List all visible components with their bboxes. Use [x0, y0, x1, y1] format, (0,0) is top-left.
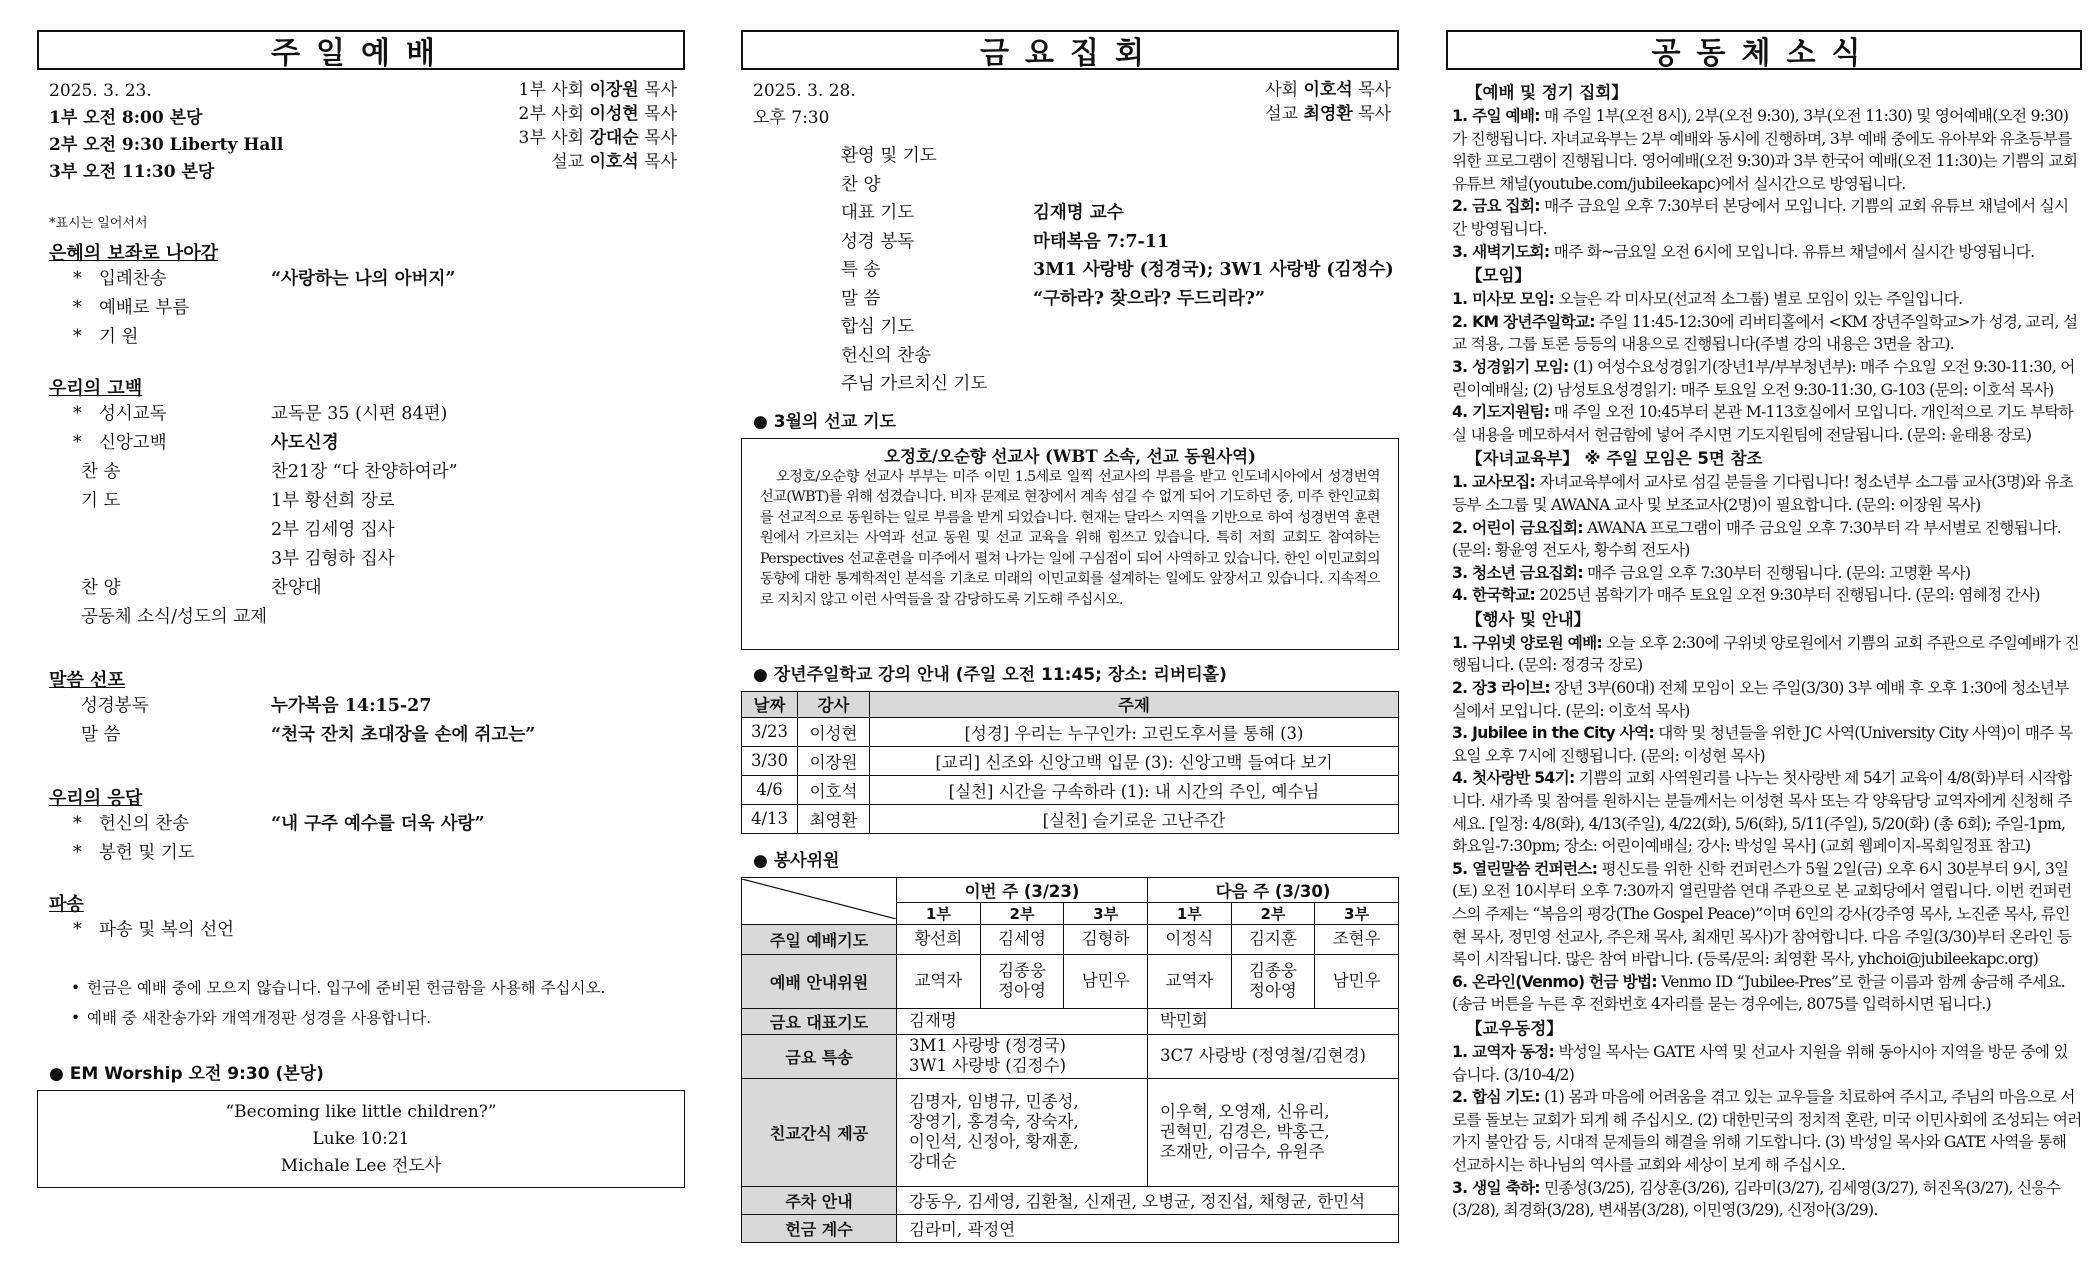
lecture-col-header: 강사: [798, 691, 870, 717]
lecture-heading: ● 장년주일학교 강의 안내 (주일 오전 11:45; 장소: 리버티홀): [753, 664, 1227, 685]
mission-body: 오정호/오순향 선교사 부부는 미주 이민 1.5세로 일찍 선교사의 부름을 받고 인도네시아에서 성경번역 선교(WBT)를 위해 섬겼습니다. 비자 문제로 현장에서 계속 섬길 수 없게 되어 기도하던 중, 미주 한인교회를 선교적으로 동원하는 일로 부름을 받게 되었습니다. 현재는 달라스 지역을 기반으로 하여 성경번역 훈련원에서 가르치는 사역과 선교 동원 및 선교 교육을 위해 힘쓰고 있습니다. 특히 저희 교회도 참여하는 Perspectives 선교훈련을 미주에서 펼쳐 나가는 일에 구심점이 되어 사역하고 있습니다. 한인 이민교회의 동향에 대한 통계학적인 분석을 기초로 미래의 이민교회를 설계하는 일에도 앞장서고 있습니다. 지속적으로 지치지 않고 이런 사역들을 잘 감당하도록 기도해 주십시오.: [760, 468, 1380, 609]
item-label: 합심 기도: [841, 317, 915, 337]
worship-item: [49, 916, 685, 945]
lecture-col-header: 날짜: [742, 691, 798, 717]
volunteer-cell: 교역자: [1147, 954, 1231, 1008]
news-item-key: 1. 미사모 모임:: [1452, 290, 1555, 309]
news-item-key: 2. 어린이 금요집회:: [1452, 518, 1583, 537]
item-label: 봉헌 및 기도: [99, 843, 195, 863]
volunteers-week-row: [742, 877, 1399, 902]
lecture-cell: 이성현: [798, 717, 870, 746]
news-item-text: 장년 3부(60대) 전체 모임이 오는 주일(3/30) 3부 예배 후 오후 1:30에 청소년부실에서 모입니다. (문의: 이호석 목사): [1452, 679, 2069, 720]
stand-mark: *: [73, 843, 82, 863]
news-item-text: (1) 몸과 마음에 어려움을 겪고 있는 교우들을 치료하여 주시고, 주님의 마음으로 서로를 돌보는 교회가 되게 해 주십시오. (2) 대한민국의 정치적 혼란, 미국 이민사회에 조성되는 여러 가지 불안감 등, 시대적 문제들의 해결을 위해 기도합니다. (3) 박성일 목사와 GATE 사역을 통해 선교하시는 하나님의 역사를 교회와 세상이 보게 해 주십시오.: [1452, 1088, 2082, 1174]
item-value: 2부 김세영 집사: [271, 520, 395, 540]
news-item: [1452, 677, 2082, 722]
stand-mark: *: [73, 404, 82, 424]
volunteer-role: 헌금 계수: [742, 1214, 897, 1242]
item-value: 마태복음 7:7-11: [1033, 231, 1170, 252]
stand-mark: *: [73, 298, 82, 318]
friday-item: [741, 342, 1399, 371]
worship-item: [49, 400, 685, 429]
news-item-key: 1. 주일 예배:: [1452, 107, 1540, 125]
news-item-text: 민종성(3/25), 김상훈(3/26), 김라미(3/27), 김세영(3/27), 허진옥(3/27), 신응수(3/28), 최경화(3/28), 변새봄(3/28), 이민영(3/29), 신정아(3/29).: [1452, 1178, 2061, 1220]
stand-mark: *: [73, 920, 82, 940]
news-item-text: 오늘은 각 미사모(선교적 소그룹) 별로 모임이 있는 주일입니다.: [1554, 290, 1963, 309]
volunteer-cell: 3C7 사랑방 (정영철/김현경): [1147, 1034, 1398, 1078]
news-item-text: 오늘 오후 2:30에 구위넷 양로원에서 기쁨의 교회 주관으로 주일예배가 진행됩니다. (문의: 정경국 장로): [1452, 633, 2079, 675]
news-section-title: 【예배 및 정기 집회】: [1466, 83, 1628, 102]
news-section-title: 【행사 및 안내】: [1466, 609, 1591, 629]
item-value: “구하라? 찾으라? 두드리라?”: [1033, 288, 1266, 309]
news-item-text: 기쁨의 교회 사역원리를 나누는 첫사랑반 제 54기 교육이 4/8(화)부터 시작합니다. 새가족 및 참여를 원하시는 분들께서는 이성현 목사 또는 각 양육담당 교역자에게 신청해 주세요. [일정: 4/8(화), 4/13(주일), 4/22(화), 5/6(화), 5/11(주일), 5/20(화) (총 6회); 주일-1pm, 화요일-7:30pm; 장소: 어린이예배실; 강사: 박성일 목사] (교회 웹페이지-목회일정표 참고): [1452, 769, 2072, 856]
friday-item: [741, 313, 1399, 342]
news-item-text: 매주 금요일 오후 7:30부터 진행됩니다. (문의: 고명환 목사): [1582, 563, 1971, 582]
sunday-leader: 2부 사회 이성현 목사: [518, 104, 677, 124]
news-item-text: 매 주일 1부(오전 8시), 2부(오전 9:30), 3부(오전 11:30) 및 영어예배(오전 9:30)가 진행됩니다. 자녀교육부는 2부 예배와 동시에 진행하며, 3부 예배 중에도 유아부와 유초등부를 위한 프로그램이 진행됩니다. 영어예배(오전 9:30)과 3부 한국어 예배(오전 11:30)는 기쁨의 교회 유튜브 채널(youtube.com/jubileekapc)에서 실시간으로 방영됩니다.: [1452, 107, 2078, 193]
news-item-key: 2. KM 장년주일학교:: [1452, 312, 1595, 331]
em-verse: Luke 10:21: [312, 1129, 410, 1149]
volunteer-cell: 강동우, 김세영, 김환철, 신재권, 오병균, 정진섭, 채형균, 한민석: [897, 1186, 1399, 1214]
next-week-header: 다음 주 (3/30): [1147, 877, 1398, 902]
item-value: 찬21장 “다 찬양하여라”: [271, 462, 458, 482]
item-label: 기 도: [81, 491, 121, 511]
news-item-text: 2025년 봄학기가 매주 토요일 오전 9:30부터 진행됩니다. (문의: 염혜정 간사): [1535, 586, 2040, 605]
part-header: 3부: [1315, 902, 1399, 924]
part-header: 1부: [1147, 902, 1231, 924]
volunteer-cell: 김형하: [1064, 924, 1148, 954]
item-label: 말 씀: [81, 725, 121, 745]
news-item-key: 3. 청소년 금요집회:: [1452, 563, 1583, 582]
note-item: • 헌금은 예배 중에 모으지 않습니다. 입구에 준비된 헌금함을 사용해 주십시오.: [69, 973, 685, 1003]
volunteer-cell: 김종웅 정아영: [980, 954, 1064, 1008]
item-value: 사도신경: [271, 433, 339, 453]
news-section-title: 【모임】: [1466, 266, 1531, 286]
volunteer-cell: 김재명: [897, 1008, 1148, 1034]
news-item: [1452, 1041, 2082, 1086]
service-3: 3부 오전 11:30 본당: [49, 162, 215, 182]
lecture-cell: 3/23: [742, 717, 798, 746]
volunteer-row: [742, 1078, 1399, 1186]
news-body: [1446, 80, 2082, 1222]
lecture-header-row: [742, 691, 1399, 717]
worship-item: [49, 603, 685, 632]
lecture-table: [741, 691, 1399, 834]
section-title: 우리의 응답: [49, 788, 143, 809]
news-item: [1452, 356, 2082, 401]
news-item-text: Venmo ID “Jubilee-Pres”로 한글 이름과 함께 송금해 주세요. (송금 버튼을 누른 후 전화번호 4자리를 묻는 경우에는, 8075를 입력하시면 됩니다.): [1452, 972, 2065, 1014]
news-item: [1452, 562, 2082, 585]
lecture-cell: 3/30: [742, 746, 798, 775]
friday-leaders: [1265, 78, 1391, 126]
item-label: 환영 및 기도: [841, 146, 937, 166]
section-title: 파송: [49, 894, 84, 915]
item-label: 성경 봉독: [841, 231, 915, 252]
news-section-title: 【자녀교육부】 ※ 주일 모임은 5면 참조: [1466, 449, 1763, 469]
part-header: 1부: [897, 902, 981, 924]
friday-column: [741, 30, 1399, 1243]
item-label: 신앙고백: [99, 433, 167, 453]
em-box: [37, 1090, 685, 1188]
worship-item: [49, 323, 685, 352]
item-value: 교독문 35 (시편 84편): [271, 404, 448, 424]
news-item-key: 1. 교역자 동정:: [1452, 1042, 1555, 1061]
news-item-key: 2. 금요 집회:: [1452, 197, 1540, 216]
lecture-cell: [성경] 우리는 누구인가: 고린도후서를 통해 (3): [870, 717, 1399, 746]
volunteer-cell: 김종웅 정아영: [1231, 954, 1315, 1008]
item-label: 기 원: [99, 327, 139, 347]
news-item: [1452, 1177, 2082, 1222]
lecture-col-header: 주제: [870, 691, 1399, 717]
volunteer-cell: 이우혁, 오영재, 신유리, 권혁민, 김경은, 박홍근, 조재만, 이금수, 유원주: [1147, 1078, 1398, 1186]
news-item: [1452, 858, 2082, 971]
news-item-text: 매주 금요일 오후 7:30부터 본당에서 모입니다. 기쁨의 교회 유튜브 채널에서 실시간 방영됩니다.: [1452, 197, 2069, 238]
news-item-key: 1. 구위넷 양로원 예배:: [1452, 633, 1603, 652]
worship-item: [49, 487, 685, 516]
part-header: 3부: [1064, 902, 1148, 924]
sunday-header: 주일예배: [37, 30, 685, 70]
standing-note: *표시는 일어서서: [49, 216, 148, 231]
item-value: 1부 황선희 장로: [271, 491, 395, 511]
stand-mark: *: [73, 327, 82, 347]
item-label: 헌신의 찬송: [99, 814, 190, 834]
volunteer-row: [742, 924, 1399, 954]
part-header: 2부: [1231, 902, 1315, 924]
news-header: 공동체소식: [1446, 30, 2082, 70]
section-title: 말씀 선포: [49, 670, 125, 691]
volunteer-row: [742, 1186, 1399, 1214]
volunteer-cell: 남민우: [1315, 954, 1399, 1008]
worship-item: [49, 810, 685, 839]
news-item: [1452, 195, 2082, 240]
friday-header: 금요집회: [741, 30, 1399, 70]
item-label: 예배로 부름: [99, 298, 190, 318]
news-item-key: 3. 새벽기도회:: [1452, 242, 1550, 261]
em-title: “Becoming like little children?”: [225, 1102, 497, 1122]
item-label: 찬 송: [81, 462, 121, 482]
item-label: 성경봉독: [81, 696, 149, 716]
worship-item: [49, 839, 685, 868]
friday-item: [741, 256, 1399, 285]
news-item: [1452, 288, 2082, 311]
friday-item: [741, 370, 1399, 399]
volunteer-row: [742, 1034, 1399, 1078]
worship-item: [49, 294, 685, 323]
news-item-text: 대학 및 청년들을 위한 JC 사역(University City 사역)이 매주 목요일 오후 7시에 진행됩니다. (문의: 이성현 목사): [1452, 724, 2073, 765]
worship-item: [49, 429, 685, 458]
sunday-leader: 1부 사회 이장원 목사: [518, 80, 677, 100]
lecture-cell: 4/13: [742, 804, 798, 833]
news-item-text: 자녀교육부에서 교사로 섬길 분들을 기다립니다! 청소년부 소그룹 교사(3명)와 유초등부 소그룹 및 AWANA 교사 및 보조교사(2명)이 필요합니다. (문의: 이장원 목사): [1452, 473, 2073, 514]
item-value: 누가복음 14:15-27: [271, 696, 432, 716]
section-title: 우리의 고백: [49, 378, 143, 399]
diagonal-cell: [742, 877, 897, 924]
item-value: 3M1 사랑방 (정경국); 3W1 사랑방 (김정수): [1033, 260, 1394, 280]
worship-item: [49, 458, 685, 487]
news-item-key: 3. 성경읽기 모임:: [1452, 357, 1569, 376]
volunteer-cell: 3M1 사랑방 (정경국) 3W1 사랑방 (김정수): [897, 1034, 1148, 1078]
em-speaker: Michale Lee 전도사: [280, 1156, 442, 1176]
news-item-key: 4. 첫사랑반 54기:: [1452, 769, 1575, 788]
volunteer-role: 금요 대표기도: [742, 1008, 897, 1034]
worship-item: [49, 692, 685, 721]
item-value: 찬양대: [271, 578, 322, 598]
news-item-key: 3. Jubilee in the City 사역:: [1452, 724, 1654, 743]
item-value: “내 구주 예수를 더욱 사랑”: [271, 814, 485, 834]
item-label: 대표 기도: [841, 203, 915, 223]
volunteers-table: [741, 877, 1399, 1243]
service-2: 2부 오전 9:30 Liberty Hall: [49, 135, 284, 155]
news-item: [1452, 584, 2082, 607]
friday-item: [741, 199, 1399, 228]
item-label: 입례찬송: [99, 269, 167, 289]
volunteer-cell: 조현우: [1315, 924, 1399, 954]
news-section-title: 【교우동정】: [1466, 1018, 1563, 1038]
stand-mark: *: [73, 814, 82, 834]
note-item: • 예배 중 새찬송가와 개역개정판 성경을 사용합니다.: [69, 1003, 685, 1033]
this-week-header: 이번 주 (3/23): [897, 877, 1148, 902]
news-item: [1452, 401, 2082, 446]
news-column: [1446, 30, 2082, 1222]
volunteer-cell: 황선희: [897, 924, 981, 954]
lecture-row: [742, 746, 1399, 775]
sunday-info: [37, 78, 685, 218]
volunteer-cell: 김명자, 임병규, 민종성, 장영기, 홍경숙, 장숙자, 이인석, 신정아, 황재훈, 강대순: [897, 1078, 1148, 1186]
volunteer-role: 예배 안내위원: [742, 954, 897, 1008]
lecture-cell: 4/6: [742, 775, 798, 804]
lecture-cell: 최영환: [798, 804, 870, 833]
news-item-key: 6. 온라인(Venmo) 헌금 방법:: [1452, 972, 1657, 991]
volunteer-row: [742, 1214, 1399, 1242]
sunday-leader: 설교 이호석 목사: [551, 152, 677, 172]
news-item: [1452, 241, 2082, 264]
friday-leader: 사회 이호석 목사: [1265, 80, 1391, 100]
news-item-text: 박성일 목사는 GATE 사역 및 선교사 지원을 위해 동아시아 지역을 방문 중에 있습니다. (3/10-4/2): [1452, 1042, 2068, 1084]
mission-heading: ● 3월의 선교 기도: [753, 411, 896, 432]
news-item: [1452, 1086, 2082, 1176]
friday-item: [741, 142, 1399, 171]
lecture-cell: [실천] 슬기로운 고난주간: [870, 804, 1399, 833]
lecture-row: [742, 775, 1399, 804]
lecture-cell: [교리] 신조와 신앙고백 입문 (3): 신앙고백 들여다 보기: [870, 746, 1399, 775]
news-item: [1452, 767, 2082, 857]
news-item-text: 매 주일 오전 10:45부터 본관 M-113호실에서 모입니다. 개인적으로 기도 부탁하실 내용을 메모하셔서 헌금함에 넣어 주시면 기도지원팀에 전달됩니다. (문의: 윤태용 장로): [1452, 403, 2074, 444]
volunteer-row: [742, 1008, 1399, 1034]
worship-item: [49, 545, 685, 574]
lecture-cell: 이호석: [798, 775, 870, 804]
item-label: 성시교독: [99, 404, 167, 424]
item-label: 찬 양: [81, 578, 121, 598]
friday-order: [741, 142, 1399, 399]
friday-item: [741, 228, 1399, 257]
news-item: [1452, 632, 2082, 677]
volunteer-row: [742, 954, 1399, 1008]
lecture-cell: 이장원: [798, 746, 870, 775]
friday-time: 오후 7:30: [753, 108, 830, 128]
notes: [37, 973, 685, 1033]
volunteer-role: 친교간식 제공: [742, 1078, 897, 1186]
lecture-cell: [실천] 시간을 구속하라 (1): 내 시간의 주인, 예수님: [870, 775, 1399, 804]
friday-date: 2025. 3. 28.: [753, 81, 856, 101]
mission-title: 오정호/오순향 선교사 (WBT 소속, 선교 동원사역): [884, 446, 1256, 466]
worship-item: [49, 516, 685, 545]
item-value: 김재명 교수: [1033, 203, 1124, 223]
news-item-key: 5. 열린말씀 컨퍼런스:: [1452, 859, 1598, 878]
news-item-key: 2. 장3 라이브:: [1452, 679, 1550, 698]
friday-leader: 설교 최영환 목사: [1265, 104, 1391, 124]
lecture-row: [742, 717, 1399, 746]
sunday-leader: 3부 사회 강대순 목사: [518, 128, 677, 148]
volunteers-heading: ● 봉사위원: [753, 850, 840, 871]
news-item: [1452, 517, 2082, 562]
volunteer-cell: 김라미, 곽정연: [897, 1214, 1399, 1242]
item-label: 파송 및 복의 선언: [99, 920, 235, 940]
part-header: 2부: [980, 902, 1064, 924]
item-label: 특 송: [841, 260, 881, 280]
news-item-text: (1) 여성수요성경읽기(장년1부/부부청년부): 매주 수요일 오전 9:30-11:30, 어린이예배실; (2) 남성토요성경읽기: 매주 토요일 오전 9:30-11:30, G-103 (문의: 이호석 목사): [1452, 357, 2075, 399]
volunteer-cell: 이정식: [1147, 924, 1231, 954]
volunteer-cell: 교역자: [897, 954, 981, 1008]
news-item-key: 3. 생일 축하:: [1452, 1178, 1540, 1197]
item-label: 헌신의 찬송: [841, 345, 932, 366]
item-label: 공동체 소식/성도의 교제: [81, 607, 268, 627]
item-label: 말 씀: [841, 288, 881, 309]
item-value: “천국 잔치 초대장을 손에 쥐고는”: [271, 725, 536, 745]
volunteer-role: 주차 안내: [742, 1186, 897, 1214]
section-title: 은혜의 보좌로 나아감: [49, 243, 219, 264]
friday-item: [741, 285, 1399, 314]
volunteer-cell: 김지훈: [1231, 924, 1315, 954]
order-of-worship: [37, 239, 685, 945]
em-heading: ● EM Worship 오전 9:30 (본당): [49, 1064, 324, 1084]
news-item-key: 4. 한국학교:: [1452, 586, 1536, 605]
item-label: 찬 양: [841, 174, 881, 195]
sunday-column: [37, 30, 685, 1188]
item-value: 3부 김형하 집사: [271, 549, 395, 569]
stand-mark: *: [73, 269, 82, 289]
news-item-key: 2. 합심 기도:: [1452, 1088, 1540, 1107]
news-item: [1452, 971, 2082, 1016]
news-item-text: 평신도를 위한 신학 컨퍼런스가 5월 2일(금) 오후 6시 30분부터 9시, 3일(토) 오전 10시부터 오후 7:30까지 열린말씀 연대 주관으로 본 교회당에서 열립니다. 이번 컨퍼런스의 주제는 “복음의 평강(The Gospel Peace)”이며 6인의 강사(강주영 목사, 노진준 목사, 류인현 목사, 정민영 선교사, 주은채 목사, 최재민 목사)가 참여합니다. 다음 주일(3/30)부터 온라인 등록이 시작됩니다. 많은 참여 바랍니다. (등록/문의: 최영환 목사, yhchoi@jubileekapc.org): [1452, 859, 2072, 969]
lecture-row: [742, 804, 1399, 833]
news-item-text: AWANA 프로그램이 매주 금요일 오후 7:30부터 각 부서별로 진행됩니다. (문의: 황윤영 전도사, 황수희 전도사): [1452, 518, 2061, 560]
news-item-text: 매주 화~금요일 오전 6시에 모입니다. 유튜브 채널에서 실시간 방영됩니다.: [1549, 242, 2035, 261]
worship-item: [49, 265, 685, 294]
news-item: [1452, 311, 2082, 356]
sunday-leaders: [519, 78, 677, 174]
news-item-key: 1. 교사모집:: [1452, 473, 1536, 492]
volunteer-cell: 남민우: [1064, 954, 1148, 1008]
volunteer-cell: 김세영: [980, 924, 1064, 954]
worship-item: [49, 721, 685, 750]
worship-item: [49, 574, 685, 603]
service-1: 1부 오전 8:00 본당: [49, 108, 203, 128]
volunteer-role: 주일 예배기도: [742, 924, 897, 954]
news-item-text: 주일 11:45-12:30에 리버티홀에서 <KM 장년주일학교>가 성경, 교리, 설교 적용, 그룹 토론 등등의 내용으로 진행됩니다(주별 강의 내용은 3면을 참고).: [1452, 312, 2078, 354]
item-value: “사랑하는 나의 아버지”: [271, 269, 456, 289]
stand-mark: *: [73, 433, 82, 453]
volunteer-cell: 박민회: [1147, 1008, 1398, 1034]
sunday-date: 2025. 3. 23.: [49, 81, 152, 101]
mission-box: [741, 438, 1399, 650]
item-label: 주님 가르치신 기도: [841, 374, 988, 394]
news-item: [1452, 105, 2082, 195]
friday-item: [741, 171, 1399, 200]
news-item: [1452, 722, 2082, 767]
volunteer-role: 금요 특송: [742, 1034, 897, 1078]
news-item: [1452, 471, 2082, 516]
news-item-key: 4. 기도지원팀:: [1452, 403, 1550, 422]
